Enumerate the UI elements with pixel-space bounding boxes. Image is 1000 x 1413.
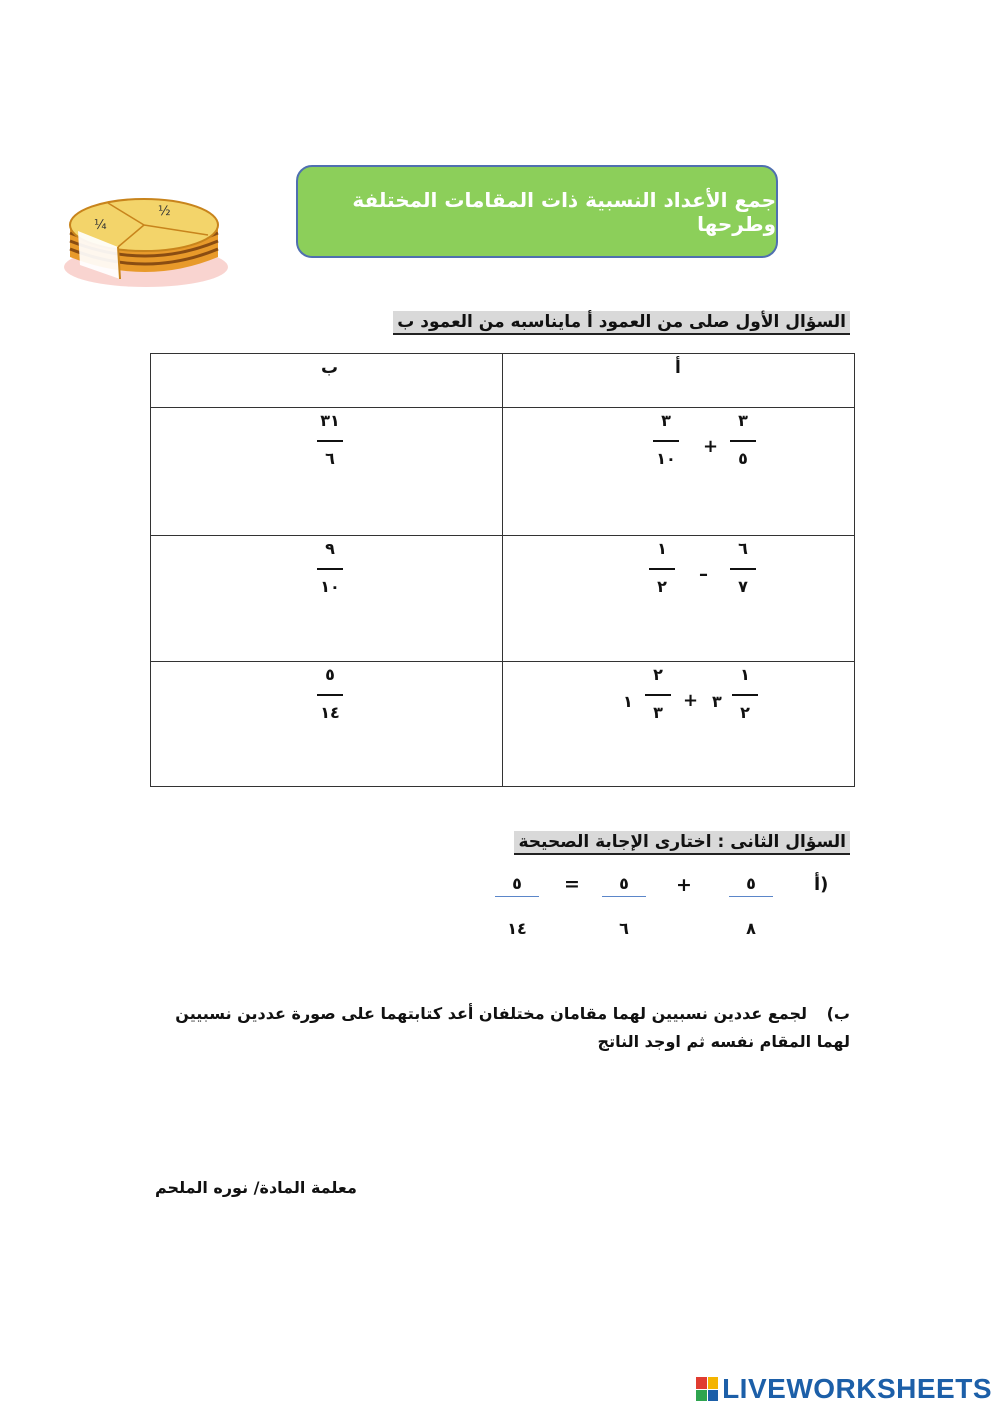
column-a-label: أ <box>675 358 681 378</box>
row3-a-right-fraction: ١ ٢ <box>732 666 758 722</box>
row2-column-b[interactable] <box>151 536 503 662</box>
logo-icon <box>696 1377 718 1401</box>
column-b-label: ب <box>321 358 339 378</box>
row2-a-operator: – <box>699 564 708 585</box>
row3-a-operator: + <box>683 690 699 711</box>
matching-table <box>150 353 855 787</box>
part-b-text <box>150 1000 850 1056</box>
page-title: جمع الأعداد النسبية ذات المقامات المختلفة وطرحها <box>352 187 776 236</box>
row2-a-left-fraction: ١ ٢ <box>649 540 675 596</box>
cake-illustration <box>58 185 230 290</box>
part-b-line1: ب) لجمع عددين نسبيين لهما مقامان مختلفان أعد كتابتهما على صورة عددين نسبيين <box>175 1004 850 1023</box>
row3-a-right-whole: ٣ <box>712 692 722 711</box>
q2-fraction-1: ٥ ٨ <box>729 874 773 938</box>
row3-column-a[interactable] <box>503 662 855 787</box>
column-b-header <box>151 354 503 408</box>
row3-column-b[interactable] <box>151 662 503 787</box>
part-b-line2: لهما المقام نفسه ثم اوجد الناتج <box>597 1032 850 1051</box>
row2-b-fraction[interactable]: ٩ ١٠ <box>317 540 343 596</box>
cake-label-quarter: ¼ <box>94 218 107 233</box>
question2-heading: السؤال الثانى : اختارى الإجابة الصحيحة <box>514 831 850 855</box>
row1-column-b[interactable] <box>151 408 503 536</box>
liveworksheets-logo <box>696 1373 992 1405</box>
row1-a-left-fraction: ٣ ١٠ <box>653 412 679 468</box>
row3-a-left-whole: ١ <box>623 692 633 711</box>
row1-b-fraction[interactable]: ٣١ ٦ <box>317 412 343 468</box>
question1-heading: السؤال الأول صلى من العمود أ مايناسبه من العمود ب <box>393 311 850 335</box>
q2-fraction-2: ٥ ٦ <box>602 874 646 938</box>
row2-a-right-fraction: ٦ ٧ <box>730 540 756 596</box>
row1-a-operator: + <box>703 436 719 457</box>
cake-label-half: ½ <box>158 204 171 219</box>
title-box <box>296 165 778 258</box>
row3-b-fraction[interactable]: ٥ ١٤ <box>317 666 343 722</box>
q2-plus-sign: + <box>676 874 692 896</box>
teacher-signature: معلمة المادة/ نوره الملحم <box>155 1178 357 1197</box>
row2-column-a[interactable] <box>503 536 855 662</box>
row1-a-right-fraction: ٣ ٥ <box>730 412 756 468</box>
q2-equals-sign: = <box>564 873 580 895</box>
column-a-header <box>503 354 855 408</box>
row1-column-a[interactable] <box>503 408 855 536</box>
part-a-label: أ) <box>814 874 829 895</box>
part-b-label: ب) <box>826 1004 850 1023</box>
row3-a-left-fraction: ٢ ٣ <box>645 666 671 722</box>
q2-answer-fraction[interactable]: ٥ ١٤ <box>495 874 539 938</box>
logo-text: LIVEWORKSHEETS <box>722 1373 992 1404</box>
